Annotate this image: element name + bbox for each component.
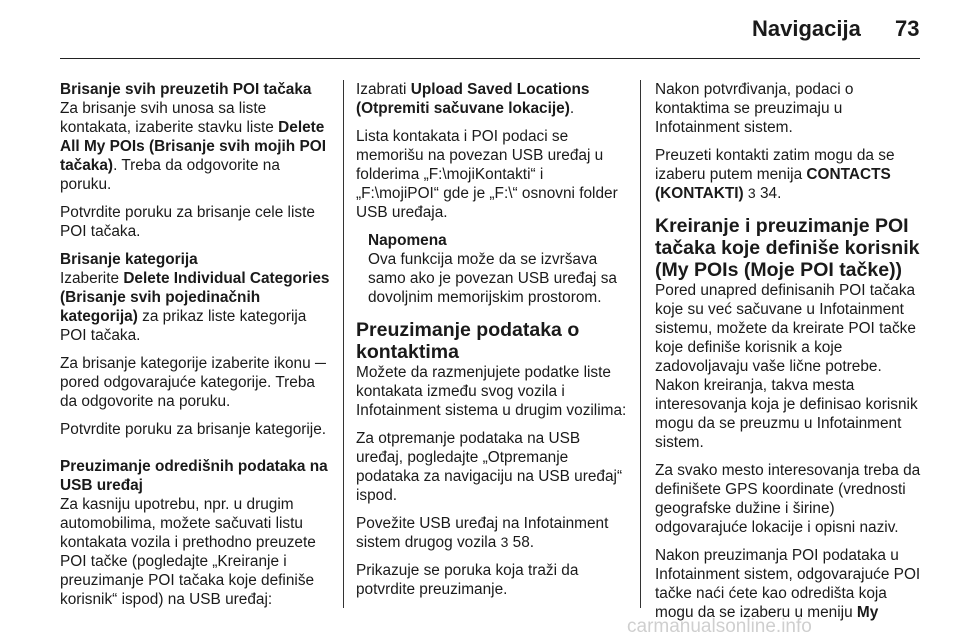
watermark: carmanualsonline.info (627, 616, 812, 637)
section-title: Navigacija (752, 16, 861, 41)
paragraph: Nakon potvrđivanja, podaci o kontaktima se preuzimaju u Infotainment sistem. (655, 81, 854, 136)
page-ref-arrow-icon: 3 (747, 185, 756, 201)
paragraph: Za brisanje kategorije izaberite ikonu ─ pored odgovarajuće kategorije. Treba da odgovorite na poruku. (60, 355, 326, 410)
paragraph: Potvrdite poruku za brisanje cele liste POI tačaka. (60, 204, 315, 240)
subheading: Brisanje kategorija (60, 251, 198, 268)
paragraph: Izaberite Delete Individual Categories (Brisanje svih pojedinačnih kategorija) za prikaz liste kategorija POI tačaka. (60, 270, 330, 344)
note-text: Ova funkcija može da se izvršava samo ako je povezan USB uređaj sa dovoljnim memorijskim prostorom. (368, 251, 617, 306)
column-2 (356, 80, 628, 608)
paragraph: Preuzeti kontakti zatim mogu da se izaberu putem menija CONTACTS (KONTAKTI) 3 34. (655, 147, 895, 202)
page-number: 73 (895, 16, 920, 41)
page-ref-arrow-icon: 3 (500, 534, 509, 550)
column-1 (60, 80, 330, 618)
note-title: Napomena (368, 232, 447, 249)
paragraph: Izabrati Upload Saved Locations (Otpremiti sačuvane lokacije). (356, 81, 590, 117)
subheading: Brisanje svih preuzetih POI tačaka (60, 81, 312, 98)
paragraph: Za svako mesto interesovanja treba da definišete GPS koordinate (vrednosti geografske dužine i širine) odgovarajuće lokacije i opisni naziv. (655, 462, 921, 536)
paragraph: Za otpremanje podataka na USB uređaj, pogledajte „Otpremanje podataka za navigaciju na USB uređaj“ ispod. (356, 430, 623, 504)
paragraph: Za kasniju upotrebu, npr. u drugim automobilima, možete sačuvati listu kontakata vozila i prethodno preuzete POI tačke (pogledajte „Kreiranje i preuzimanje POI tačaka koje definiše korisnik“ ispod) na USB uređaj: (60, 496, 316, 608)
menu-item-ref: Upload Saved Locations (Otpremiti sačuvane lokacije) (356, 81, 590, 117)
menu-item-ref: CONTACTS (KONTAKTI) (655, 166, 891, 202)
paragraph: Prikazuje se poruka koja traži da potvrdite preuzimanje. (356, 562, 579, 598)
menu-item-ref: My (856, 604, 879, 621)
paragraph: Lista kontakata i POI podaci se memorišu na povezan USB uređaj u folderima „F:\mojiKontakti“ i „F:\mojiPOI“ gde je „F:\“ osnovni folder USB uređaja. (356, 128, 618, 221)
paragraph: Potvrdite poruku za brisanje kategorije. (60, 421, 327, 438)
section-heading: Kreiranje i preuzimanje POI tačaka koje definiše korisnik (My POIs (Moje POI tačke)) (655, 215, 920, 281)
note-box (368, 231, 628, 307)
column-divider (640, 80, 641, 608)
paragraph: Za brisanje svih unosa sa liste kontakata, izaberite stavku liste Delete All My POIs (Brisanje svih mojih POI tačaka). Treba da odgovorite na poruku. (60, 100, 326, 193)
paragraph: Možete da razmenjujete podatke liste kontakata između svog vozila i Infotainment sistema u drugim vozilima: (356, 364, 627, 419)
paragraph: Pored unapred definisanih POI tačaka koje su već sačuvane u Infotainment sistemu, možete da kreirate POI tačke koje definiše korisnik a koje zadovoljavaju vaše lične potrebe. Nakon kreiranja, takva mesta interesovanja koja je definisao korisnik mogu da se preuzmu u Infotainment sistem. (655, 282, 918, 451)
subheading: Preuzimanje odredišnih podataka na USB uređaj (60, 458, 328, 494)
paragraph: Nakon preuzimanja POI podataka u Infotainment sistem, odgovarajuće POI tačke naći ćete kao odredišta koja mogu da se izaberu u meniju My (655, 547, 921, 621)
menu-item-ref: Delete All My POIs (Brisanje svih mojih POI tačaka) (60, 119, 326, 174)
column-divider (343, 80, 344, 608)
menu-item-ref: Delete Individual Categories (Brisanje svih pojedinačnih kategorija) (60, 270, 330, 325)
header-rule (60, 58, 920, 59)
section-heading: Preuzimanje podataka o kontaktima (356, 319, 580, 363)
paragraph: Povežite USB uređaj na Infotainment sistem drugog vozila 3 58. (356, 515, 609, 551)
page-header (0, 0, 960, 60)
column-3 (655, 80, 925, 631)
